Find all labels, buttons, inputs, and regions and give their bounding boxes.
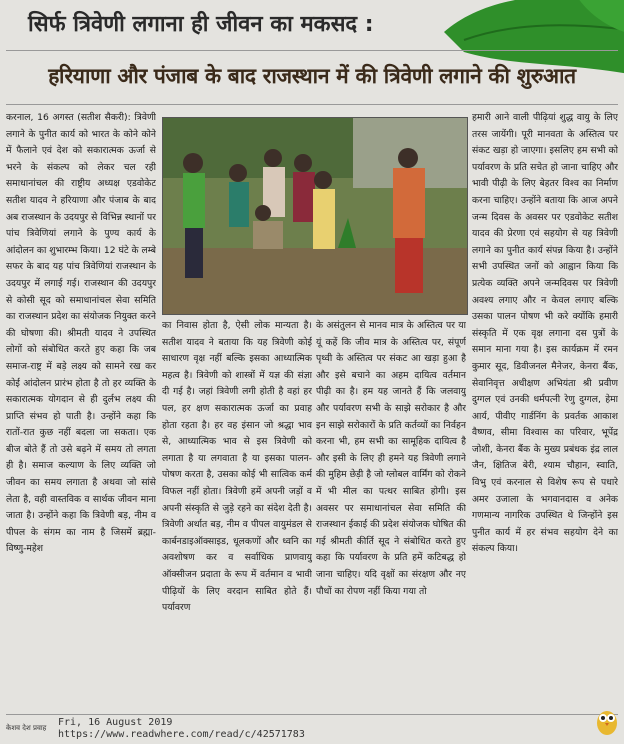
event-photo [162,117,468,315]
footer-url[interactable]: https://www.readwhere.com/read/c/42571783 [58,729,305,740]
column-middle-2-text: के असंतुलन से मानव मात्र के अस्तित्व पर या यूं कहें कि जीव मात्र के अस्तित्व पर, संपूर्ण पृथ्वी के अस्तित्व पर संकट आ खड़ा हुआ है और इसे बचाने का अहम दायित्व वर्तमान पीढ़ी का है। हम यह जानते हैं कि जलवायु और पर्यावरण सभी के साझे सरोकार है और इन साझे सरोकारों के प्रति कर्तव्यों का निर्वहन करना भी, हम सभी का सामूहिक दायित्व है और इसी के लिए ही हमने यह त्रिवेणी लगाने की मुहिम छेड़ी है जो ग्लोबल वार्मिंग को रोकने में भी मील का पत्थर साबित होगी। इस अवसर पर समाधानांचल सेवा समिति की राजस्थान ईकाई की प्रदेश संयोजक घोषित की गई श्रीमती कीर्ति सूद ने संबोधित करते हुए कहा कि पर्यावरण के प्रति हमें कटिबद्ध हो जाना चाहिए। यदि वृक्षों का संरक्षण और नए पौधों का रोपण नहीं किया गया तो [316,320,466,597]
column-middle-1 [162,318,312,714]
headline-line1: सिर्फ त्रिवेणी लगाना ही जीवन का मकसद : [28,12,374,37]
column-left [6,110,156,714]
column-right [472,110,618,714]
column-middle-1-text: का निवास होता है, ऐसी लोक मान्यता है। सतीश यादव ने बताया कि यह त्रिवेणी कोई साधारण वृक्ष नहीं बल्कि इसका आध्यात्मिक महत्व है। त्रिवेणी को शास्त्रों में यज्ञ की संज्ञा दी गई है। जहां त्रिवेणी लगी होती है वहां हर पल, हर क्षण सकारात्मक ऊर्जा का प्रवाह होता रहता है। हर वह इंसान जो श्रद्धा भाव से, आध्यात्मिक भाव से इस त्रिवेणी को लगाता है या लगवाता है या इसका पालन-पोषण करता है, उसका कोई भी सात्विक कर्म विफल नहीं होता। त्रिवेणी हमें अपनी जड़ों व अपनी संस्कृति से जुड़े रहने का संदेश देती है। त्रिवेणी अर्थात बड़, नीम व पीपल वायुमंडल से कार्बनडाइऑक्साइड, धूलकणों और ध्वनि का अवशोषण कर व सर्वाधिक प्राणवायु ऑक्सीजन प्रदाता के रूप में वर्तमान व भावी पीढ़ियों के लिए वरदान साबित होते हैं। पर्यावरण [162,320,312,614]
owl-icon [596,706,618,736]
body-divider [6,104,618,105]
footer-source-label: केशव देश प्रवाह [6,724,47,732]
footer-date: Fri, 16 August 2019 [58,717,173,728]
headline-divider [6,50,618,51]
photo-illustration [163,118,467,314]
column-left-text: करनाल, 16 अगस्त (सतीश सैकरी): त्रिवेणी लगाने के पुनीत कार्य को भारत के कोने कोने में फैलाने एवं देश को सकारात्मक ऊर्जा से भरने के संकल्प को लेकर चल रही समाधानांचल की राष्ट्रीय अध्यक्ष एडवोकेट सतीश यादव ने हरियाणा और पंजाब के बाद अब राजस्थान के उदयपुर से विभिन्न स्थानों पर पांच त्रिवेणियां लगाने के पुण्य कार्य के आंदोलन का शुभारम्भ किया। 12 घंटे के लम्बे सफर के बाद यह पांच त्रिवेणियां राजस्थान के उदयपुर में लगाई गई। राजस्थान की उदयपुर से कोसी सूद को समाधानांचल सेवा समिति का राजस्थान प्रदेश का संयोजक नियुक्त करने की घोषणा की। श्रीमती यादव ने उपस्थित लोगों को संबोधित करते हुए कहा कि जब समाज-राष्ट्र में बड़े लक्ष्य को सामने रख कर कोई आंदोलन प्रारंभ होता है तो हर व्यक्ति के सकारात्मक योगदान से ही दुर्लभ लक्ष्य की प्राप्ति संभव हो पाती है। उन्होंने कहा कि रातों-रात कुछ नहीं बदला जा सकता। एक बीज बोते हैं तो उसे बढ़ने में समय तो लगता ही है। समाज कल्याण के लिए व्यक्ति जो जीवन का समय लगाता है अथवा जो सांसे लेता है, वही वास्तविक व सार्थक जीवन माना जाता है। उन्होंने कहा कि त्रिवेणी बड़, नीम व पीपल के संगम का नाम है जिसमें ब्रह्मा-विष्णु-महेश [6,112,156,555]
footer [6,717,618,741]
column-right-text: हमारी आने वाली पीढ़ियां शुद्ध वायु के लिए तरस जायेंगी। पूरी मानवता के अस्तित्व पर संकट खड़ा हो जाएगा। इसलिए हम सभी को पर्यावरण के प्रति सचेत हो जाना चाहिए और भावी पीढ़ी के लिए बेहतर विश्व का निर्माण करना चाहिए। उन्होंने बताया कि आज अपने जन्म दिवस के अवसर पर एडवोकेट सतीश यादव की प्रेरणा एवं सहयोग से यह त्रिवेणी लगाने का पुनीत कार्य संपन्न किया है। उन्होंने सभी उपस्थित जनों को आह्वान किया कि प्रत्येक व्यक्ति अपने जन्मदिवस पर त्रिवेणी अवश्य लगाए और न केवल लगाए बल्कि उसका पालन पोषण भी करे क्योंकि हमारी संस्कृति में एक वृक्ष लगाना दस पुत्रों के समान माना गया है। इस कार्यक्रम में रमन कुमार सूद, डिवीजनल मैनेजर, केनरा बैंक, सेवानिवृत्त अधीक्षण अभियंता श्री प्रवीण दुग्गल एवं उनकी धर्मपत्नी रेणु दुग्गल, हेमा आर्य, पीवीए गार्डनिंग के प्रवर्तक आकाश वैष्णव, सीमा विश्वास का परिवार, भूपेंद्र जोशी, केनरा बैंक के मुख्य प्रबंधक इंद्र लाल जैन, क्षितिज बेरी, श्याम चौहान, स्वाति, विभु एवं करनाल से विशेष रूप से पधारे अमर उजाला के भगवानदास व अनेक गणमान्य नागरिक उपस्थित थे जिन्होंने इस पुनीत कार्य में हर संभव सहयोग देने का संकल्प किया। [472,112,618,555]
column-middle-2 [316,318,466,714]
footer-divider [6,714,618,715]
headline-line2: हरियाणा और पंजाब के बाद राजस्थान में की त्रिवेणी लगाने की शुरुआत [48,64,576,88]
